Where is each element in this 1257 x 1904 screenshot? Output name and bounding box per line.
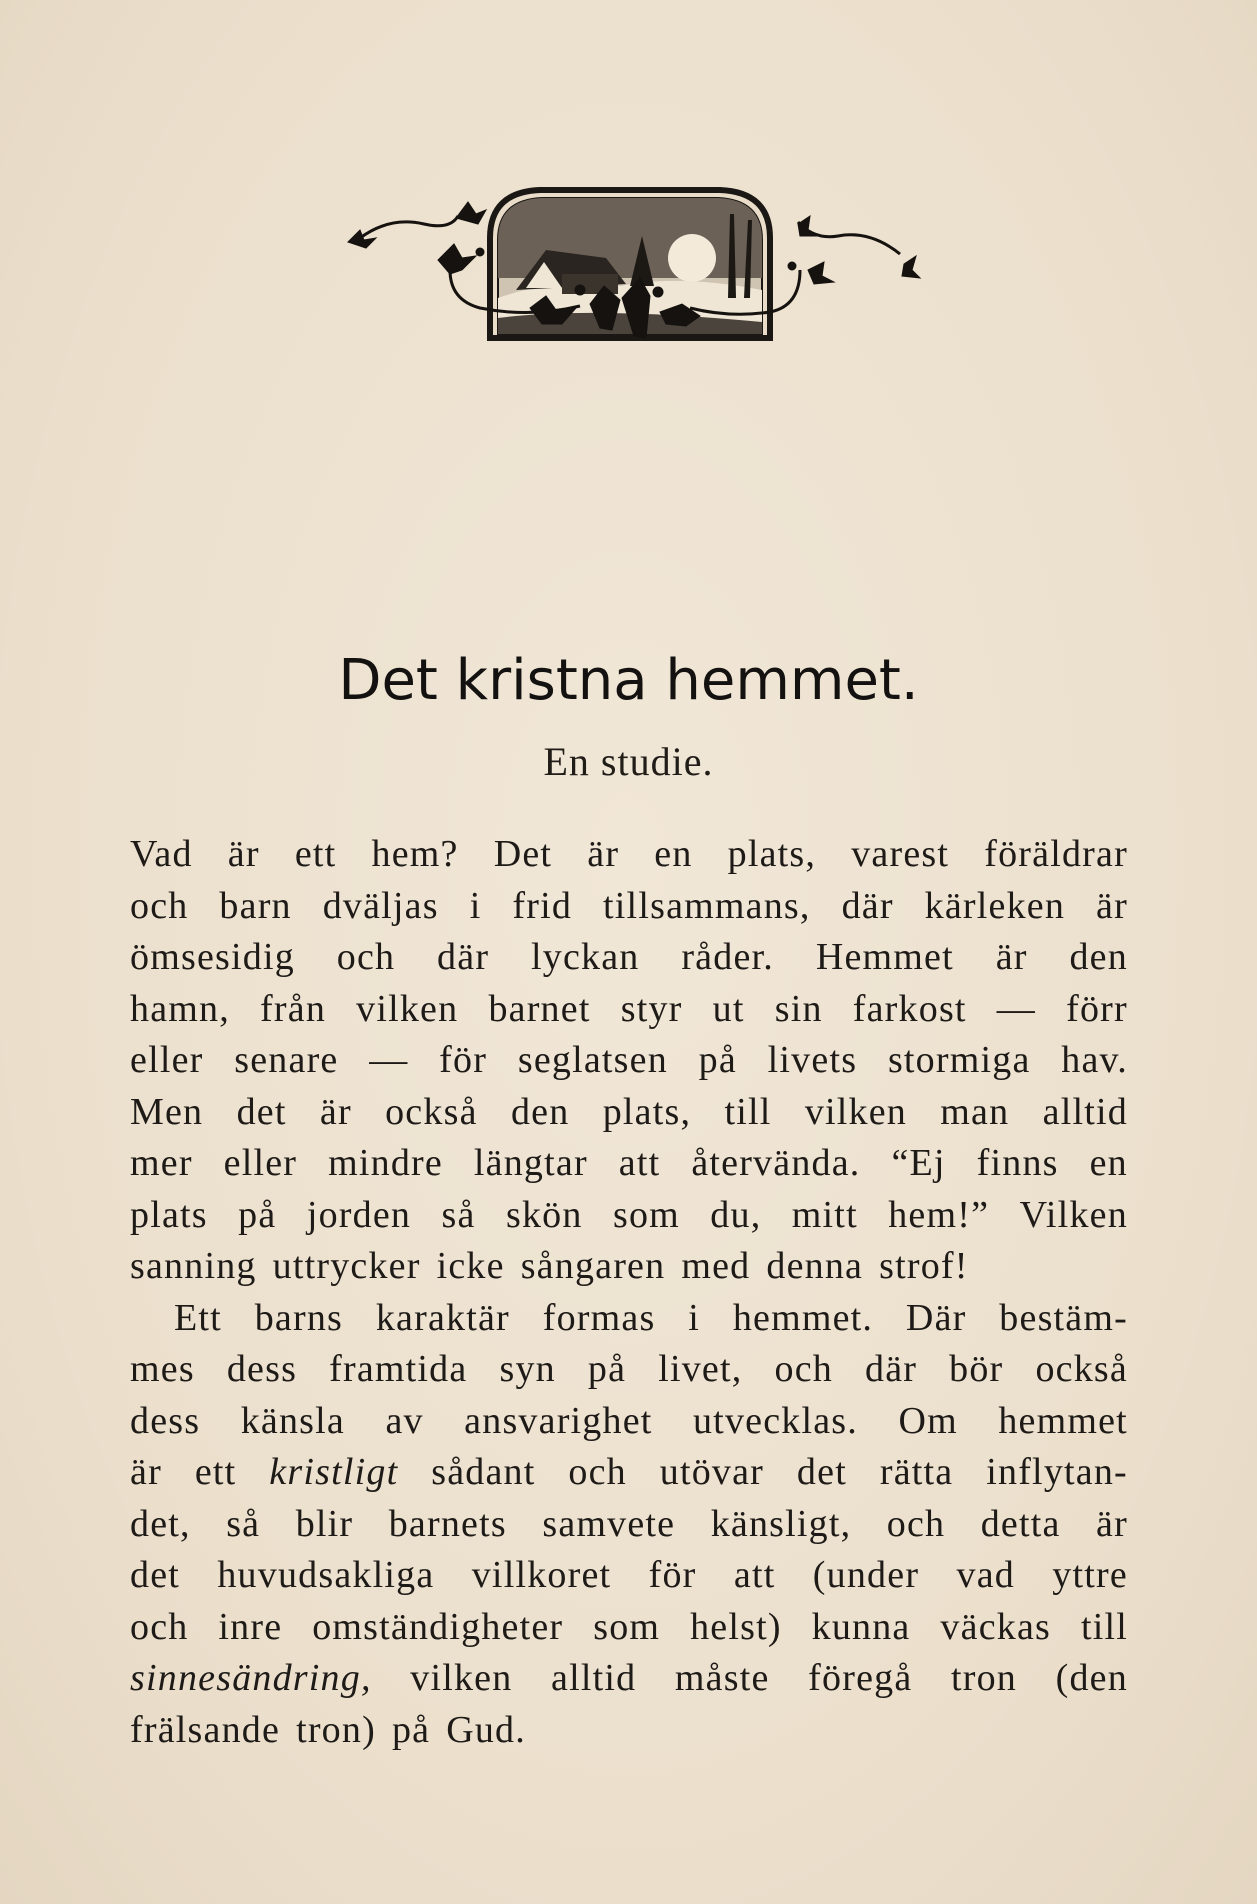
word: vad xyxy=(956,1554,1015,1596)
word: är xyxy=(587,833,620,875)
word: där xyxy=(841,884,894,927)
word: kärleken xyxy=(924,884,1066,927)
word: är xyxy=(1096,884,1128,927)
word: av xyxy=(385,1399,424,1442)
winter-cottage-vignette-icon xyxy=(330,178,930,418)
word: hav. xyxy=(1061,1039,1128,1081)
word: föregå xyxy=(808,1657,913,1699)
word: — xyxy=(369,1039,409,1081)
word: hem!” xyxy=(888,1193,990,1236)
word: barnets xyxy=(388,1502,507,1545)
word: inflytan- xyxy=(986,1451,1128,1493)
text-line xyxy=(130,1447,1128,1499)
word: huvudsakliga xyxy=(217,1554,435,1596)
word: sångaren xyxy=(520,1245,666,1287)
word: lyckan xyxy=(531,936,640,978)
word: hamn, xyxy=(130,987,230,1030)
word: på xyxy=(238,1193,277,1236)
word: kunna xyxy=(811,1605,911,1648)
word: ett xyxy=(194,1451,237,1493)
word: mes xyxy=(130,1348,195,1390)
word: livet, xyxy=(658,1348,743,1390)
text-line xyxy=(130,829,1128,881)
page-title: Det kristna hemmet. xyxy=(338,648,919,713)
word: för xyxy=(439,1039,488,1081)
word: så xyxy=(441,1193,476,1236)
word: alltid xyxy=(551,1657,637,1699)
word: och xyxy=(568,1451,627,1493)
word: där xyxy=(865,1348,918,1390)
word: Hemmet xyxy=(815,936,954,978)
text-line xyxy=(130,1705,1128,1757)
word: i xyxy=(688,1296,701,1339)
word: och xyxy=(336,936,396,978)
word: är xyxy=(227,833,260,875)
word: sådant xyxy=(431,1451,536,1493)
word: återvända. xyxy=(691,1142,861,1184)
word: från xyxy=(260,987,327,1030)
word: det xyxy=(130,1554,181,1596)
word: vilken xyxy=(804,1090,907,1133)
word: hemmet xyxy=(998,1399,1128,1442)
word: Om xyxy=(898,1399,958,1442)
word: farkost xyxy=(852,987,967,1030)
word: den xyxy=(1069,936,1128,978)
word: karaktär xyxy=(375,1296,510,1339)
word: stormiga xyxy=(887,1039,1031,1081)
word: och xyxy=(130,1605,189,1648)
word: på xyxy=(698,1039,737,1081)
word: hemmet. xyxy=(732,1296,874,1339)
word: att xyxy=(733,1554,776,1596)
word: barns xyxy=(254,1296,344,1339)
word: också xyxy=(385,1090,478,1133)
word: plats, xyxy=(602,1090,692,1133)
word: kristligt xyxy=(269,1451,399,1493)
word: ut xyxy=(712,987,745,1030)
page-subtitle: En studie. xyxy=(543,739,714,784)
word: framtida xyxy=(329,1348,468,1390)
word: för xyxy=(648,1554,697,1596)
text-line xyxy=(130,1293,1128,1345)
word: råder. xyxy=(681,936,774,978)
word: längtar xyxy=(473,1142,588,1184)
text-line xyxy=(130,932,1128,984)
word: det, xyxy=(130,1502,191,1545)
word: eller xyxy=(223,1142,298,1184)
word: senare xyxy=(234,1039,339,1081)
word: omständigheter xyxy=(312,1605,564,1648)
word: där xyxy=(437,936,490,978)
word: är xyxy=(995,936,1028,978)
word: Ett xyxy=(174,1296,222,1339)
word: vilken xyxy=(410,1657,513,1699)
word: till xyxy=(724,1090,772,1133)
word: på xyxy=(587,1348,627,1390)
word: helst) xyxy=(690,1605,782,1648)
word: man xyxy=(940,1090,1010,1133)
word: tillsammans, xyxy=(603,884,811,927)
word: frid xyxy=(512,884,573,927)
word: känsligt, xyxy=(710,1502,852,1545)
text-line xyxy=(130,1241,1128,1293)
text-line xyxy=(130,1550,1128,1602)
word: syn xyxy=(499,1348,556,1390)
word: bestäm- xyxy=(999,1296,1128,1339)
word: ömsesidig xyxy=(130,936,295,978)
text-line xyxy=(130,1499,1128,1551)
word: till xyxy=(1080,1605,1128,1648)
word: utövar xyxy=(659,1451,765,1493)
word: och xyxy=(886,1502,946,1545)
word: formas xyxy=(542,1296,656,1339)
word: plats, xyxy=(727,833,817,875)
word: — xyxy=(996,987,1036,1030)
word: dess xyxy=(130,1399,201,1442)
word: så xyxy=(226,1502,261,1545)
word: rätta xyxy=(879,1451,954,1493)
word: blir xyxy=(295,1502,354,1545)
word: väckas xyxy=(940,1605,1052,1648)
word: föräldrar xyxy=(984,833,1128,875)
word: barnet xyxy=(488,987,591,1030)
word: ansvarighet xyxy=(464,1399,653,1442)
word: en xyxy=(654,833,693,875)
word: styr xyxy=(620,987,683,1030)
text-line xyxy=(130,1087,1128,1139)
text-line xyxy=(130,1653,1128,1705)
word: finns xyxy=(976,1142,1059,1184)
word: och xyxy=(774,1348,833,1390)
word: Där xyxy=(905,1296,967,1339)
word: och xyxy=(130,884,189,927)
word: är xyxy=(319,1090,352,1133)
word: Men xyxy=(130,1090,204,1133)
word: (under xyxy=(812,1554,920,1596)
word: eller xyxy=(130,1039,204,1081)
text-line xyxy=(130,1035,1128,1087)
word: villkoret xyxy=(471,1554,612,1596)
word: strof! xyxy=(879,1245,969,1287)
word: bör xyxy=(949,1348,1004,1390)
word: som xyxy=(593,1605,661,1648)
word: är xyxy=(1096,1502,1128,1545)
word: frälsande xyxy=(130,1708,281,1751)
word: ett xyxy=(294,833,337,875)
word: tron) xyxy=(296,1708,376,1751)
word: dess xyxy=(226,1348,298,1390)
text-line xyxy=(130,984,1128,1036)
word: Gud. xyxy=(446,1708,526,1751)
word: plats xyxy=(130,1193,208,1236)
word: icke xyxy=(436,1245,505,1287)
word: vilken xyxy=(356,987,459,1030)
word: måste xyxy=(674,1657,770,1699)
word: mindre xyxy=(328,1142,443,1184)
word: Vilken xyxy=(1019,1193,1128,1236)
word: yttre xyxy=(1052,1554,1128,1596)
word: att xyxy=(618,1142,661,1184)
word: i xyxy=(469,884,482,927)
word: dväljas xyxy=(322,884,439,927)
word: seglatsen xyxy=(517,1039,668,1081)
word: med xyxy=(681,1245,751,1287)
word: en xyxy=(1089,1142,1128,1184)
word: hem? xyxy=(371,833,459,875)
word: du, xyxy=(710,1193,762,1236)
word: också xyxy=(1035,1348,1128,1390)
word: “Ej xyxy=(891,1142,946,1184)
word: det xyxy=(796,1451,847,1493)
word: som xyxy=(612,1193,680,1236)
word: Vad xyxy=(130,833,193,875)
word: på xyxy=(391,1708,431,1751)
word: varest xyxy=(851,833,950,875)
word: förr xyxy=(1066,987,1128,1030)
word: samvete xyxy=(542,1502,676,1545)
word: det xyxy=(236,1090,287,1133)
word: jorden xyxy=(306,1193,412,1236)
word: utvecklas. xyxy=(692,1399,858,1442)
word: skön xyxy=(505,1193,583,1236)
word: livets xyxy=(767,1039,858,1081)
body-text xyxy=(130,829,1128,1756)
text-line xyxy=(130,881,1128,933)
word: sinnesändring, xyxy=(130,1657,372,1699)
word: detta xyxy=(980,1502,1061,1545)
word: barn xyxy=(219,884,292,927)
word: den xyxy=(510,1090,570,1133)
word: denna xyxy=(766,1245,864,1287)
text-line xyxy=(130,1602,1128,1654)
text-line xyxy=(130,1344,1128,1396)
word: känsla xyxy=(240,1399,345,1442)
word: mer xyxy=(130,1142,193,1184)
word: sin xyxy=(774,987,823,1030)
text-line xyxy=(130,1190,1128,1242)
word: sanning xyxy=(130,1245,257,1287)
text-line xyxy=(130,1396,1128,1448)
word: (den xyxy=(1055,1657,1128,1699)
word: tron xyxy=(951,1657,1018,1699)
word: alltid xyxy=(1042,1090,1128,1133)
word: uttrycker xyxy=(272,1245,421,1287)
word: inre xyxy=(218,1605,283,1648)
word: Det xyxy=(493,833,553,875)
text-line xyxy=(130,1138,1128,1190)
word: är xyxy=(130,1451,162,1493)
word: mitt xyxy=(791,1193,858,1236)
